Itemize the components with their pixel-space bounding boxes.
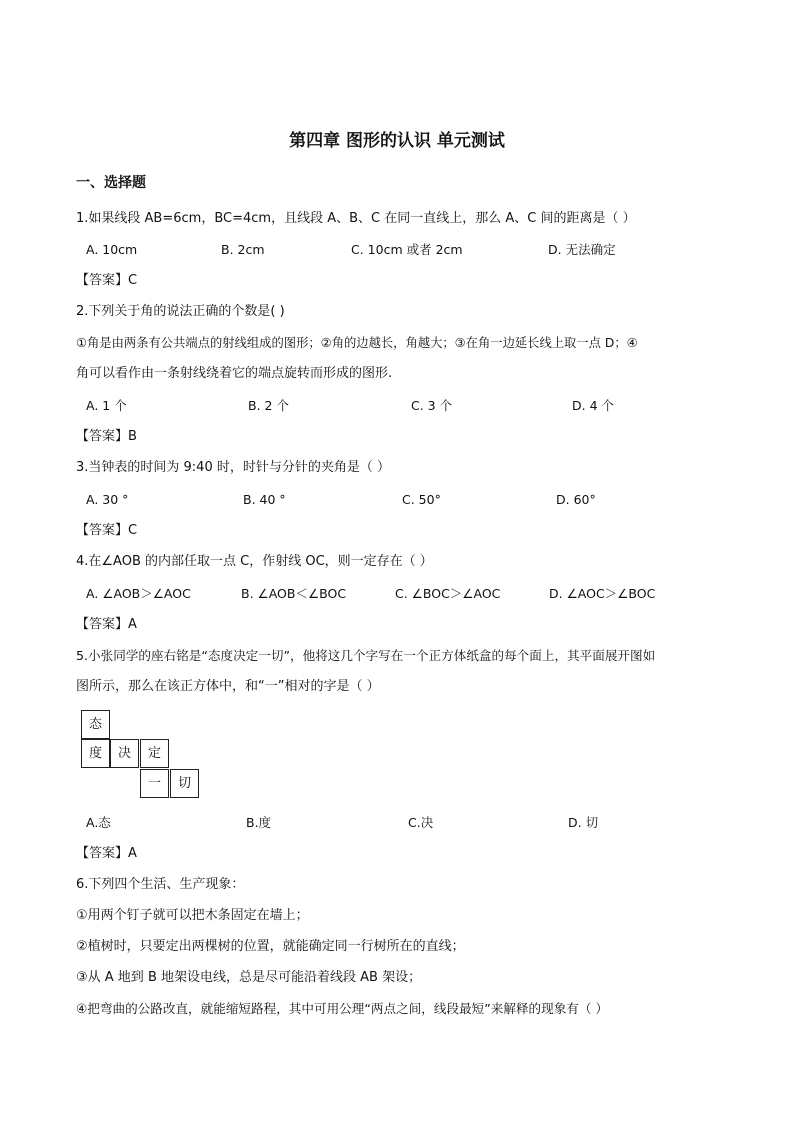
question-4-stem: 4.在∠AOB 的内部任取一点 C，作射线 OC，则一定存在（ ）: [76, 554, 433, 569]
question-1-stem: 1.如果线段 AB=6cm，BC=4cm，且线段 A、B、C 在同一直线上，那么 A、C 间的距离是（ ）: [76, 211, 636, 226]
question-2-answer: 【答案】B: [76, 429, 137, 444]
question-2-option-c: C. 3 个: [411, 398, 453, 413]
question-5-stem-line-2: 图所示，那么在该正方体中，和“一”相对的字是（ ）: [76, 679, 380, 694]
question-5-option-b: B.度: [246, 815, 272, 830]
net-cell-yi: 一: [140, 769, 169, 798]
question-3-stem: 3.当钟表的时间为 9:40 时，时针与分针的夹角是（ ）: [76, 460, 390, 475]
question-4-answer: 【答案】A: [76, 617, 137, 632]
question-3-option-b: B. 40 °: [243, 492, 286, 507]
question-1-option-d: D. 无法确定: [548, 242, 616, 257]
question-2-option-d: D. 4 个: [572, 398, 614, 413]
question-3-option-a: A. 30 °: [86, 492, 129, 507]
question-3-option-c: C. 50°: [402, 492, 441, 507]
question-5-stem-line-1: 5.小张同学的座右铭是“态度决定一切”，他将这几个字写在一个正方体纸盒的每个面上，其平面展开图如: [76, 648, 656, 663]
question-4-option-b: B. ∠AOB＜∠BOC: [241, 586, 347, 601]
question-3-option-d: D. 60°: [556, 492, 596, 507]
net-cell-du: 度: [81, 739, 110, 768]
question-2-option-a: A. 1 个: [86, 398, 127, 413]
question-4-option-d: D. ∠AOC＞∠BOC: [549, 586, 656, 601]
question-6-item-4: ④把弯曲的公路改直，就能缩短路程，其中可用公理“两点之间，线段最短”来解释的现象有（ ）: [76, 1001, 609, 1016]
question-6-item-1: ①用两个钉子就可以把木条固定在墙上；: [76, 908, 309, 923]
net-cell-tai: 态: [81, 710, 110, 739]
question-1-option-c: C. 10cm 或者 2cm: [351, 242, 463, 257]
question-5-option-c: C.决: [408, 815, 434, 830]
question-5-option-d: D. 切: [568, 815, 599, 830]
net-cell-qie: 切: [170, 769, 199, 798]
question-5-answer: 【答案】A: [76, 846, 137, 861]
question-2-stem: 2.下列关于角的说法正确的个数是( ): [76, 304, 285, 319]
question-1-option-b: B. 2cm: [221, 242, 265, 257]
question-6-item-2: ②植树时，只要定出两棵树的位置，就能确定同一行树所在的直线；: [76, 939, 465, 954]
page-title: 第四章 图形的认识 单元测试: [289, 131, 505, 151]
net-cell-jue: 决: [110, 739, 139, 768]
question-5-option-a: A.态: [86, 815, 111, 830]
section-heading: 一、选择题: [76, 175, 146, 191]
question-6-stem: 6.下列四个生活、生产现象：: [76, 877, 245, 892]
question-1-answer: 【答案】C: [76, 273, 138, 288]
question-6-item-3: ③从 A 地到 B 地架设电线，总是尽可能沿着线段 AB 架设；: [76, 970, 422, 985]
question-4-option-c: C. ∠BOC＞∠AOC: [395, 586, 501, 601]
question-2-body-line-1: ①角是由两条有公共端点的射线组成的图形；②角的边越长，角越大；③在角一边延长线上取一点 D；④: [76, 336, 638, 350]
question-4-option-a: A. ∠AOB＞∠AOC: [86, 586, 191, 601]
net-cell-ding: 定: [140, 739, 169, 768]
question-1-option-a: A. 10cm: [86, 242, 138, 257]
question-3-answer: 【答案】C: [76, 523, 138, 538]
question-2-body-line-2: 角可以看作由一条射线绕着它的端点旋转而形成的图形.: [76, 366, 393, 381]
question-2-option-b: B. 2 个: [248, 398, 289, 413]
